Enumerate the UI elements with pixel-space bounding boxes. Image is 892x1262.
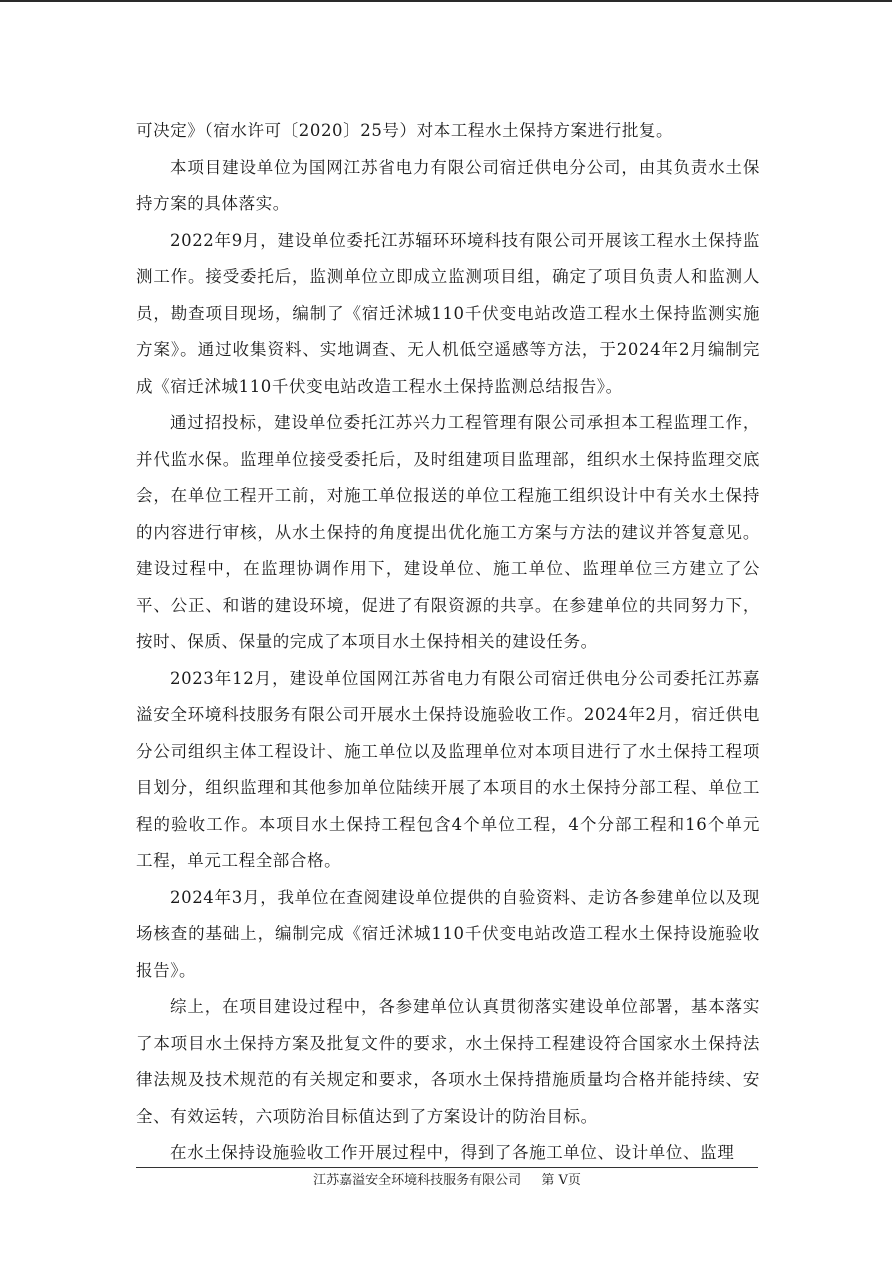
paragraph-report-compilation: 2024年3月，我单位在查阅建设单位提供的自验资料、走访各参建单位以及现场核查的基础上，编制完成《宿迁沭城110千伏变电站改造工程水土保持设施验收报告》。 [136, 887, 760, 980]
paragraph-summary: 综上，在项目建设过程中，各参建单位认真贯彻落实建设单位部署，基本落实了本项目水土保持方案及批复文件的要求，水土保持工程建设符合国家水土保持法律法规及技术规范的有关规定和要求，各项水土保持措施质量均合格并能持续、安全、有效运转，六项防治目标值达到了方案设计的防治目标。 [136, 997, 760, 1126]
document-body [136, 113, 760, 1172]
paragraph-supervision: 通过招投标，建设单位委托江苏兴力工程管理有限公司承担本工程监理工作，并代监水保。监理单位接受委托后，及时组建项目监理部，组织水土保持监理交底会，在单位工程开工前，对施工单位报送的单位工程施工组织设计中有关水土保持的内容进行审核，从水土保持的角度提出优化施工方案与方法的建议并答复意见。建设过程中，在监理协调作用下，建设单位、施工单位、监理单位三方建立了公平、公正、和谐的建设环境，促进了有限资源的共享。在参建单位的共同努力下，按时、保质、保量的完成了本项目水土保持相关的建设任务。 [136, 413, 760, 651]
footer-company: 江苏嘉溢安全环境科技服务有限公司 [313, 1173, 522, 1188]
paragraph-construction-unit: 本项目建设单位为国网江苏省电力有限公司宿迁供电分公司，由其负责水土保持方案的具体落实。 [136, 157, 760, 213]
page-footer [136, 1172, 758, 1190]
top-border-line [0, 0, 892, 2]
paragraph-monitoring: 2022年9月，建设单位委托江苏辐环环境科技有限公司开展该工程水土保持监测工作。接受委托后，监测单位立即成立监测项目组，确定了项目负责人和监测人员，勘查项目现场，编制了《宿迁沭城110千伏变电站改造工程水土保持监测实施方案》。通过收集资料、实地调查、无人机低空遥感等方法，于2024年2月编制完成《宿迁沭城110千伏变电站改造工程水土保持监测总结报告》。 [136, 230, 760, 396]
paragraph-acknowledgement: 在水土保持设施验收工作开展过程中，得到了各施工单位、设计单位、监理 [170, 1143, 735, 1162]
footer-page-number: 第 V页 [541, 1173, 581, 1188]
paragraph-approval-continuation: 可决定》（宿水许可〔2020〕25号）对本工程水土保持方案进行批复。 [136, 121, 674, 140]
footer-divider [136, 1167, 758, 1168]
paragraph-acceptance-work: 2023年12月，建设单位国网江苏省电力有限公司宿迁供电分公司委托江苏嘉溢安全环境科技服务有限公司开展水土保持设施验收工作。2024年2月，宿迁供电分公司组织主体工程设计、施工单位以及监理单位对本项目进行了水土保持工程项目划分，组织监理和其他参加单位陆续开展了本项目的水土保持分部工程、单位工程的验收工作。本项目水土保持工程包含4个单位工程，4个分部工程和16个单元工程，单元工程全部合格。 [136, 668, 760, 870]
